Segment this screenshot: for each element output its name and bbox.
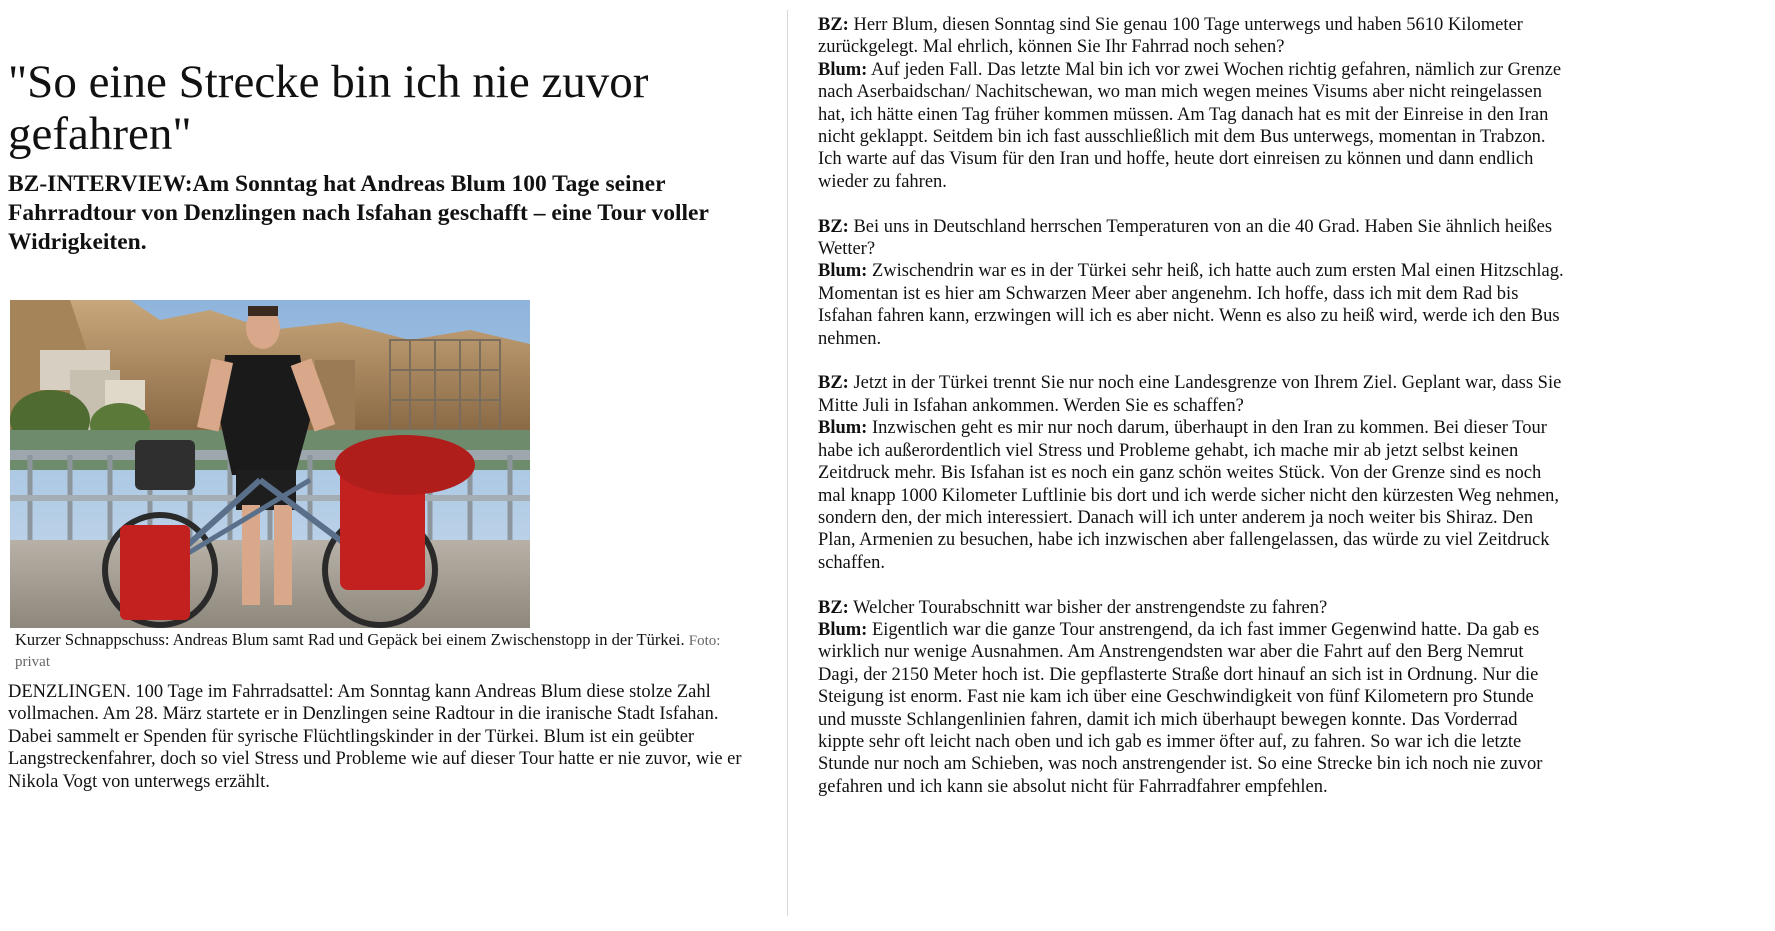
answer-text: Auf jeden Fall. Das letzte Mal bin ich vor zwei Wochen richtig gefahren, nämlich zur Grenze nach Aserbaidschan/ Nachitschewan, wo man mich wegen meines Visums aber nicht reingelassen hat, ich hätte einen Tag früher kommen müssen. Am Tag danach hat es mit der Einreise in den Iran nicht geklappt. Seitdem bin ich fast ausschließlich mit dem Bus unterwegs, momentan in Trabzon. Ich warte auf das Visum für den Iran und hoffe, heute dort einreisen zu können und dann endlich wieder zu fahren. [818, 59, 1562, 192]
question-text: Welcher Tourabschnitt war bisher der anstrengendste zu fahren? [853, 597, 1328, 618]
subheadline: BZ-INTERVIEW:Am Sonntag hat Andreas Blum 100 Tage seiner Fahrradtour von Denzlingen nach Isfahan geschafft – eine Tour voller Widrigkeiten. [8, 171, 709, 255]
question-speaker: BZ: [818, 15, 849, 35]
question-speaker: BZ: [818, 373, 849, 394]
interview-answer [818, 619, 1566, 798]
cyclist-photo-illustration [10, 300, 530, 628]
question-text: Jetzt in der Türkei trennt Sie nur noch eine Landesgrenze von Ihrem Ziel. Geplant war, dass Sie Mitte Juli in Isfahan ankommen. Werden Sie es schaffen? [818, 373, 1562, 416]
interview-block [818, 372, 1566, 574]
question-text: Herr Blum, diesen Sonntag sind Sie genau 100 Tage unterwegs und haben 5610 Kilometer zurückgelegt. Mal ehrlich, können Sie Ihr Fahrrad noch sehen? [818, 15, 1523, 58]
answer-speaker: Blum: [818, 59, 868, 80]
question-text: Bei uns in Deutschland herrschen Temperaturen von an die 40 Grad. Haben Sie ähnlich heißes Wetter? [818, 216, 1553, 260]
interview-answer [818, 260, 1566, 350]
answer-text: Eigentlich war die ganze Tour anstrengend, da ich fast immer Gegenwind hatte. Da gab es wirklich nur wenige Ausnahmen. Am Anstrengendsten war aber die Fahrt auf den Berg Nemrut Dagi, der 2150 Meter hoch ist. Die gepflasterte Straße dort hinauf an sich ist in Ordnung. Nur die Steigung ist enorm. Fast nie kam ich über eine Geschwindigkeit von fünf Kilometern pro Stunde und musste Schlangenlinien fahren, damit ich mich überhaupt bewegen konnte. Das Vorderrad kippte sehr oft leicht nach oben und ich gab es immer öfter auf, zu fahren. So war ich die letzte Stunde nur noch am Schieben, was noch anstrengender ist. So eine Strecke bin ich noch nie zuvor gefahren und ich kann sie absolut nicht für Fahrradfahrer empfehlen. [818, 619, 1543, 797]
interview-question [818, 14, 1566, 59]
photo-caption [15, 630, 735, 672]
caption-text: Kurzer Schnappschuss: Andreas Blum samt Rad und Gepäck bei einem Zwischenstopp in der Türkei. [15, 630, 685, 649]
question-speaker: BZ: [818, 597, 849, 618]
interview-question [818, 372, 1566, 417]
interview-block [818, 597, 1566, 799]
answer-text: Zwischendrin war es in der Türkei sehr heiß, ich hatte auch zum ersten Mal einen Hitzschlag. Momentan ist es hier am Schwarzen Meer aber angenehm. Ich hoffe, dass ich mit dem Rad bis Isfahan fahren kann, erzwingen will ich es aber nicht. Wenn es also zu heiß wird, werde ich den Bus nehmen. [818, 261, 1564, 349]
answer-text: Inzwischen geht es mir nur noch darum, überhaupt in den Iran zu kommen. Bei dieser Tour habe ich außerordentlich viel Stress und Probleme gehabt, ich mache mir ab jetzt selbst keinen Zeitdruck mehr. Bis Isfahan ist es noch ein ganz schön weites Stück. Von der Grenze sind es noch mal knapp 1000 Kilometer Luftlinie bis dort und ich werde sicher nicht den kürzesten Weg nehmen, sondern den, der mich interessiert. Danach will ich unter anderem ja noch weiter bis Shiraz. Den Plan, Armenien zu besuchen, habe ich inzwischen aber fallengelassen, das würde zu viel Zeitdruck schaffen. [818, 418, 1560, 573]
interview-answer [818, 59, 1566, 193]
headline: "So eine Strecke bin ich nie zuvor gefahren" [8, 56, 649, 160]
article-photo [10, 300, 530, 628]
answer-speaker: Blum: [818, 418, 868, 439]
photo-credit: Foto: privat [15, 633, 721, 670]
interview-column [818, 14, 1566, 821]
question-speaker: BZ: [818, 216, 849, 237]
article-lede: DENZLINGEN. 100 Tage im Fahrradsattel: Am Sonntag kann Andreas Blum diese stolze Zahl vollmachen. Am 28. März startete er in Denzlingen seine Radtour in die iranische Stadt Isfahan. Dabei sammelt er Spenden für syrische Flüchtlingskinder in der Türkei. Blum ist ein geübter Langstreckenfahrer, doch so viel Stress und Probleme wie auf dieser Tour hatte er nie zuvor, wie er Nikola Vogt von unterwegs erzählt. [8, 682, 742, 792]
interview-block [818, 216, 1566, 350]
answer-speaker: Blum: [818, 261, 868, 282]
column-divider [787, 10, 788, 916]
interview-question [818, 597, 1566, 619]
interview-answer [818, 417, 1566, 574]
interview-question [818, 216, 1566, 261]
interview-block [818, 14, 1566, 193]
answer-speaker: Blum: [818, 619, 868, 640]
